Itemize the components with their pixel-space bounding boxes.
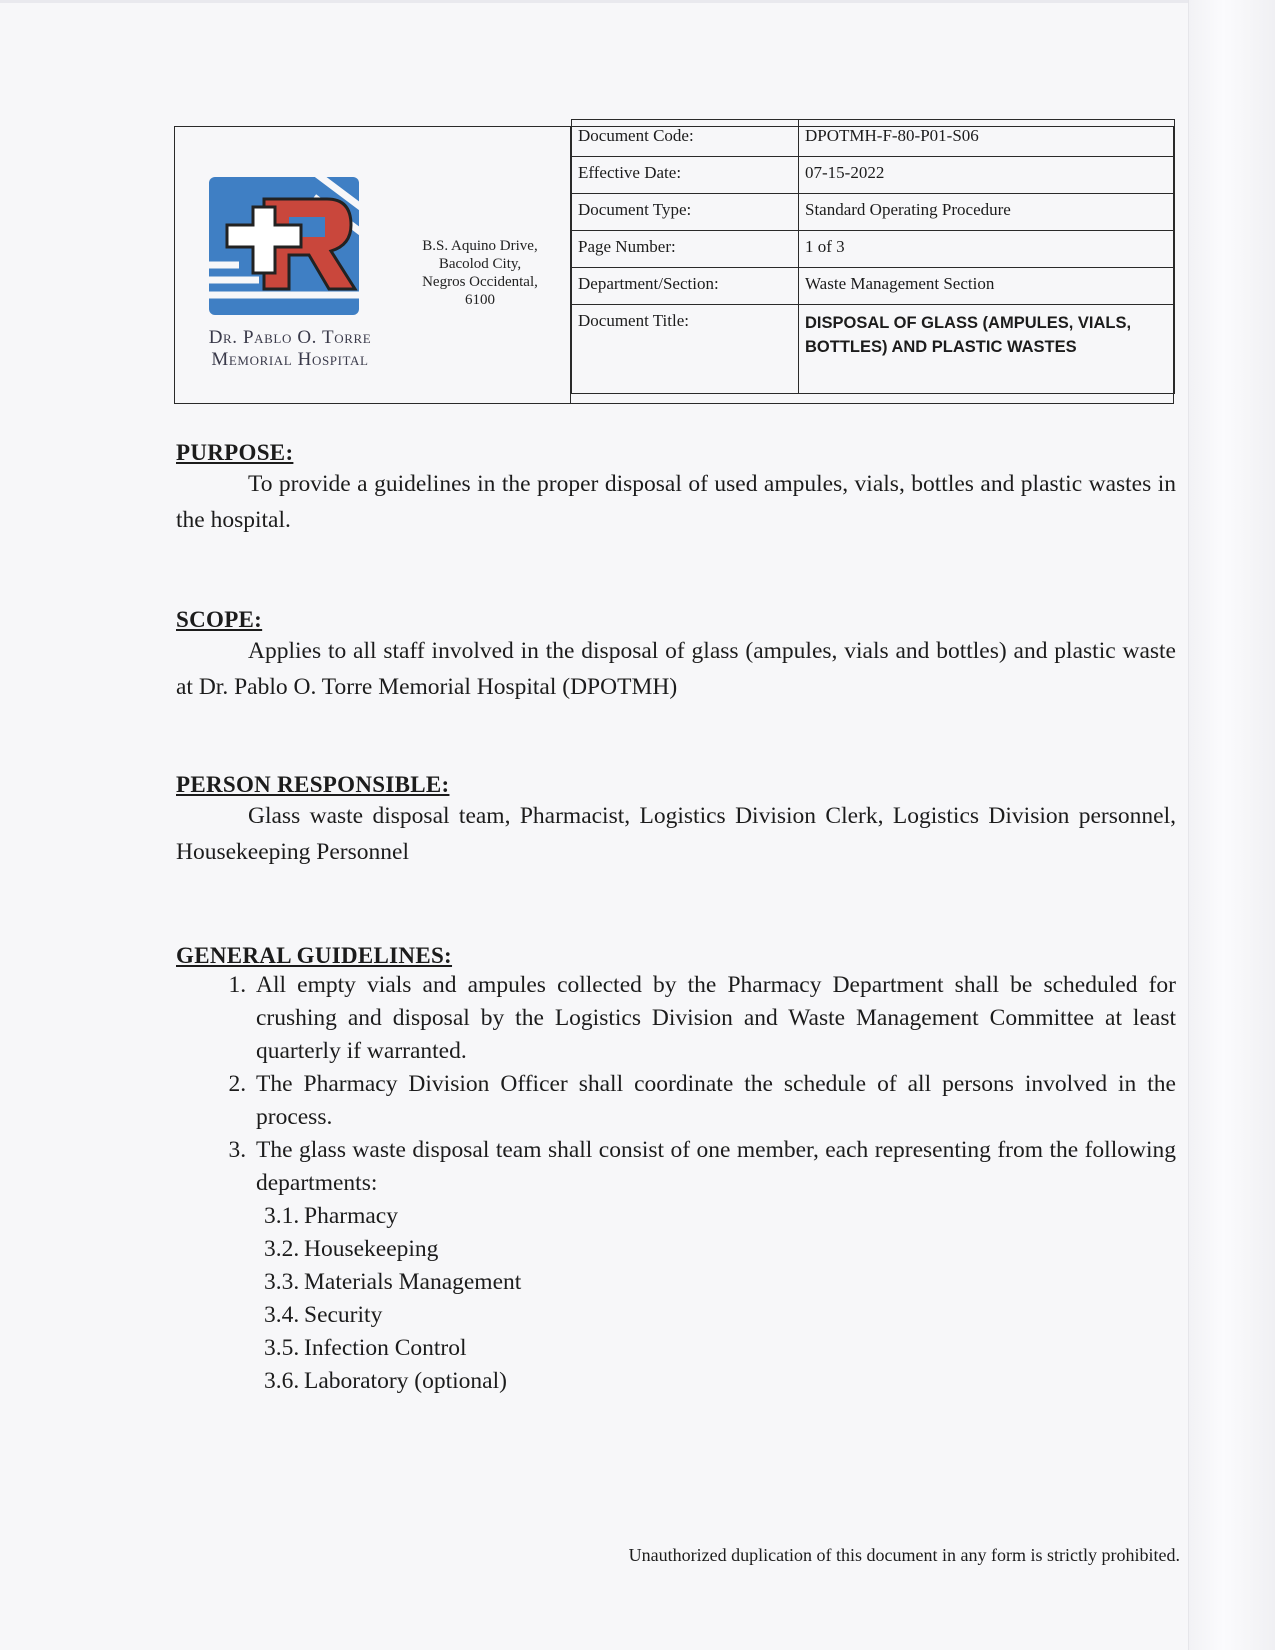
address-line: B.S. Aquino Drive, <box>422 238 538 254</box>
address-line: Bacolod City, <box>438 256 522 272</box>
hospital-name-line1: Dr. Pablo O. Torre <box>208 327 372 348</box>
responsible-text: Glass waste disposal team, Pharmacist, Logistics Division Clerk, Logistics Division personnel, Housekeeping Personnel <box>176 803 1176 865</box>
guideline-text: The glass waste disposal team shall consist of one member, each representing from the following departments: <box>256 1137 1176 1196</box>
hospital-logo-icon <box>209 177 369 327</box>
table-row <box>572 157 1175 194</box>
document-code-label: Document Code: <box>572 120 799 157</box>
document-header <box>174 126 1174 404</box>
sub-item-number: 3.6. <box>264 1368 300 1394</box>
sub-item-text: Materials Management <box>304 1269 522 1295</box>
effective-date-label: Effective Date: <box>572 157 799 194</box>
guidelines-heading: GENERAL GUIDELINES: <box>176 943 453 968</box>
list-item <box>264 1365 1176 1398</box>
table-row <box>572 268 1175 305</box>
purpose-text: To provide a guidelines in the proper disposal of used ampules, vials, bottles and plastic wastes in the hospital. <box>176 471 1176 533</box>
table-row <box>572 194 1175 231</box>
hospital-address <box>395 237 565 309</box>
sub-item-number: 3.5. <box>264 1335 300 1361</box>
sub-item-number: 3.3. <box>264 1269 300 1295</box>
document-code-value: DPOTMH-F-80-P01-S06 <box>799 120 1175 157</box>
table-row <box>572 305 1175 394</box>
hospital-name <box>185 327 395 371</box>
page-top-edge <box>0 0 1275 3</box>
page-edge-shadow <box>1188 0 1275 1650</box>
hospital-name-line2: Memorial Hospital <box>211 349 369 370</box>
list-item <box>252 969 1176 1068</box>
sub-item-number: 3.4. <box>264 1302 300 1328</box>
sub-item-number: 3.1. <box>264 1203 300 1229</box>
sub-item-text: Infection Control <box>304 1335 467 1361</box>
sub-item-text: Security <box>304 1302 383 1328</box>
list-item <box>264 1332 1176 1365</box>
document-type-value: Standard Operating Procedure <box>799 194 1175 231</box>
list-item <box>252 1068 1176 1134</box>
guideline-text: All empty vials and ampules collected by the Pharmacy Department shall be scheduled for crushing and disposal by the Logistics Division and Waste Management Committee at least quarterly if warranted. <box>256 972 1176 1064</box>
list-item <box>252 1134 1176 1398</box>
guidelines-section <box>176 943 1176 1398</box>
list-item <box>264 1266 1176 1299</box>
sub-item-text: Pharmacy <box>304 1203 398 1229</box>
department-sublist <box>256 1200 1176 1398</box>
sub-item-text: Laboratory (optional) <box>304 1368 507 1394</box>
document-title-value: DISPOSAL OF GLASS (AMPULES, VIALS, BOTTLES) AND PLASTIC WASTES <box>799 305 1175 394</box>
scope-text: Applies to all staff involved in the disposal of glass (ampules, vials and bottles) and plastic waste at Dr. Pablo O. Torre Memorial Hospital (DPOTMH) <box>176 638 1176 700</box>
sub-item-text: Housekeeping <box>304 1236 439 1262</box>
table-row <box>572 120 1175 157</box>
list-item <box>264 1299 1176 1332</box>
purpose-heading: PURPOSE: <box>176 440 294 465</box>
guidelines-list <box>176 969 1176 1398</box>
scope-heading: SCOPE: <box>176 607 263 632</box>
effective-date-value: 07-15-2022 <box>799 157 1175 194</box>
department-label: Department/Section: <box>572 268 799 305</box>
address-line: Negros Occidental, <box>422 274 538 290</box>
page-number-label: Page Number: <box>572 231 799 268</box>
logo-cell <box>175 127 571 403</box>
table-row <box>572 231 1175 268</box>
guideline-text: The Pharmacy Division Officer shall coordinate the schedule of all persons involved in the process. <box>256 1071 1176 1130</box>
responsible-section <box>176 772 1176 870</box>
document-info-table <box>571 119 1175 394</box>
address-line: 6100 <box>465 292 495 308</box>
department-value: Waste Management Section <box>799 268 1175 305</box>
purpose-section <box>176 440 1176 538</box>
footer-notice: Unauthorized duplication of this document in any form is strictly prohibited. <box>628 1545 1180 1565</box>
scope-section <box>176 607 1176 705</box>
page-number-value: 1 of 3 <box>799 231 1175 268</box>
list-item <box>264 1233 1176 1266</box>
list-item <box>264 1200 1176 1233</box>
responsible-heading: PERSON RESPONSIBLE: <box>176 772 450 797</box>
document-title-label: Document Title: <box>572 305 799 394</box>
sub-item-number: 3.2. <box>264 1236 300 1262</box>
document-type-label: Document Type: <box>572 194 799 231</box>
